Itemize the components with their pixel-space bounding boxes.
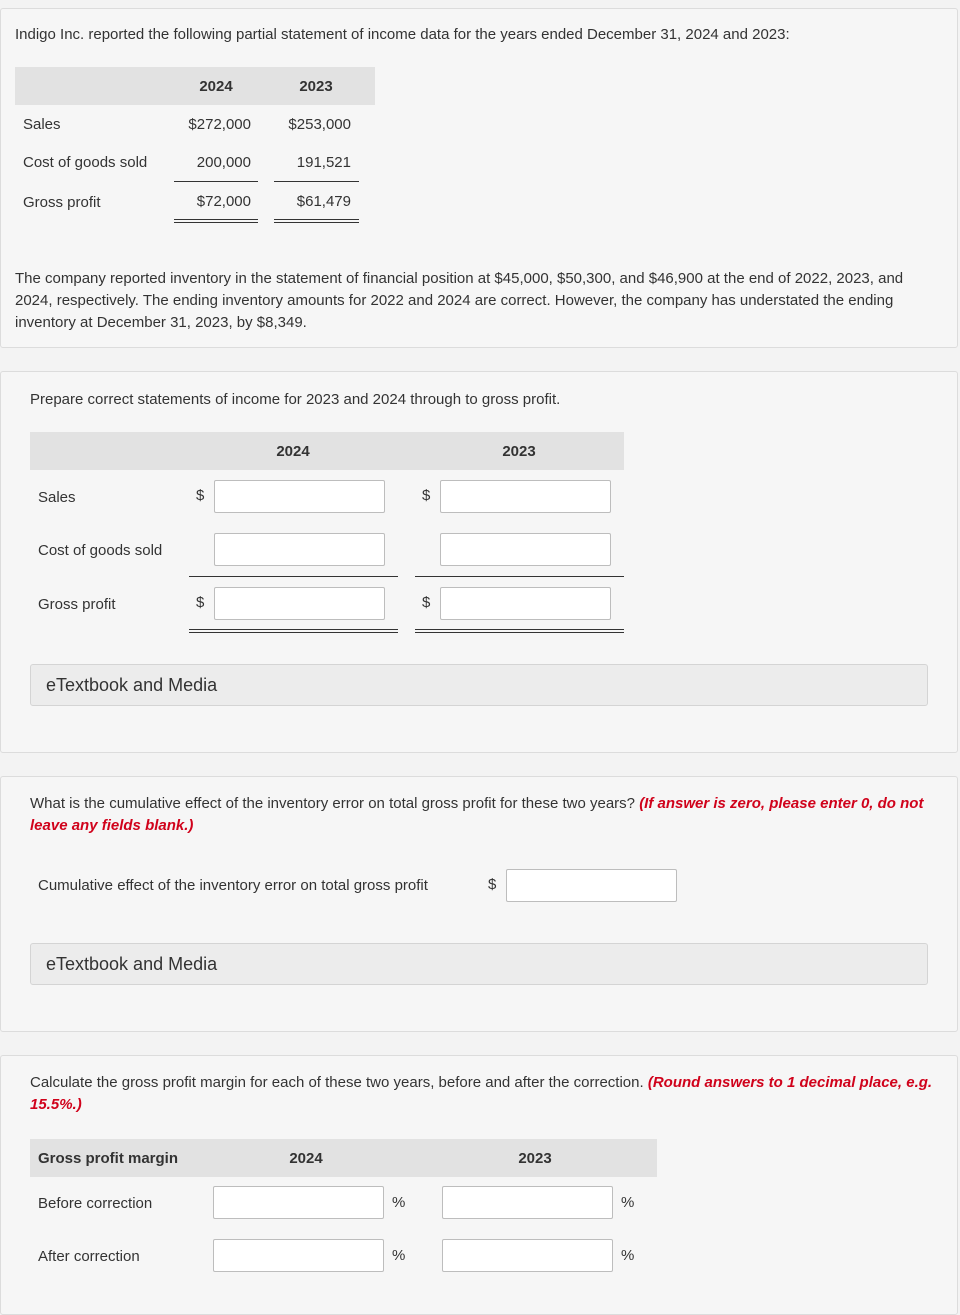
part1-double-underline <box>415 632 624 633</box>
part2-card <box>0 776 958 1032</box>
currency-symbol: $ <box>422 594 431 611</box>
part3-row-label: After correction <box>38 1248 140 1265</box>
percent-symbol: % <box>621 1194 635 1211</box>
currency-symbol: $ <box>196 594 205 611</box>
part3-question-text: Calculate the gross profit margin for each of these two years, before and after the correction. <box>30 1074 644 1091</box>
intro-text: Indigo Inc. reported the following partial statement of income data for the years ended December 31, 2024 and 2023: <box>15 26 790 43</box>
given-sales-2023: $253,000 <box>288 116 351 133</box>
margin-before-2024-input[interactable] <box>213 1186 384 1219</box>
given-double-underline <box>174 222 258 223</box>
given-col-2024: 2024 <box>199 78 233 95</box>
part3-col-2023: 2023 <box>518 1150 552 1167</box>
given-sales-2024: $272,000 <box>188 116 251 133</box>
given-gp-2023: $61,479 <box>296 193 351 210</box>
inventory-paragraph: The company reported inventory in the statement of financial position at $45,000, $50,300, and $46,900 at the end of 2022, 2023, and 2024, respectively. The ending inventory amounts for 2022 and 2024 are correct. However, the company has understated the ending inventory at December 31, 2023, by $8,349. <box>15 270 904 331</box>
percent-symbol: % <box>621 1247 635 1264</box>
part1-col-2024: 2024 <box>276 443 310 460</box>
percent-symbol: % <box>392 1247 406 1264</box>
part1-row-label: Sales <box>38 489 76 506</box>
given-row-label: Gross profit <box>23 194 101 211</box>
sales-2023-input[interactable] <box>440 480 611 513</box>
given-gp-2024: $72,000 <box>196 193 251 210</box>
given-underline <box>274 181 359 182</box>
given-cogs-2023: 191,521 <box>296 154 351 171</box>
part1-underline <box>415 576 624 577</box>
currency-symbol: $ <box>488 876 497 893</box>
percent-symbol: % <box>392 1194 406 1211</box>
given-double-underline <box>174 219 258 220</box>
given-cogs-2024: 200,000 <box>196 154 251 171</box>
part1-double-underline <box>189 632 398 633</box>
part3-col-2024: 2024 <box>289 1150 323 1167</box>
cumulative-effect-input[interactable] <box>506 869 677 902</box>
part1-underline <box>189 576 398 577</box>
part1-col-2023: 2023 <box>502 443 536 460</box>
etextbook-media-button[interactable]: eTextbook and Media <box>30 664 928 706</box>
part2-note: (If answer is zero, please enter 0, do not leave any fields blank.) <box>30 795 924 834</box>
given-col-2023: 2023 <box>299 78 333 95</box>
gross-profit-2023-input[interactable] <box>440 587 611 620</box>
problem-intro-card <box>0 8 958 348</box>
part1-double-underline <box>189 629 398 630</box>
gross-profit-margin-header: Gross profit margin <box>38 1150 179 1167</box>
cumulative-effect-label: Cumulative effect of the inventory error on total gross profit <box>38 877 428 894</box>
margin-before-2023-input[interactable] <box>442 1186 613 1219</box>
currency-symbol: $ <box>196 487 205 504</box>
given-row-label: Sales <box>23 116 61 133</box>
given-row-label: Cost of goods sold <box>23 154 148 171</box>
part1-row-label: Gross profit <box>38 596 116 613</box>
margin-after-2023-input[interactable] <box>442 1239 613 1272</box>
etextbook-media-button[interactable]: eTextbook and Media <box>30 943 928 985</box>
part1-card <box>0 371 958 753</box>
part1-instruction: Prepare correct statements of income for 2023 and 2024 through to gross profit. <box>30 391 561 408</box>
part2-question <box>30 793 935 837</box>
currency-symbol: $ <box>422 487 431 504</box>
part1-row-label: Cost of goods sold <box>38 542 163 559</box>
gross-profit-2024-input[interactable] <box>214 587 385 620</box>
part3-note: (Round answers to 1 decimal place, e.g. 15.5%.) <box>30 1074 933 1113</box>
part3-row-label: Before correction <box>38 1195 153 1212</box>
cogs-2024-input[interactable] <box>214 533 385 566</box>
margin-after-2024-input[interactable] <box>213 1239 384 1272</box>
part3-card <box>0 1055 958 1315</box>
part3-question <box>30 1072 935 1116</box>
part1-double-underline <box>415 629 624 630</box>
given-double-underline <box>274 219 359 220</box>
cogs-2023-input[interactable] <box>440 533 611 566</box>
given-underline <box>174 181 258 182</box>
part2-question-text: What is the cumulative effect of the inventory error on total gross profit for these two years? <box>30 795 636 812</box>
sales-2024-input[interactable] <box>214 480 385 513</box>
given-double-underline <box>274 222 359 223</box>
